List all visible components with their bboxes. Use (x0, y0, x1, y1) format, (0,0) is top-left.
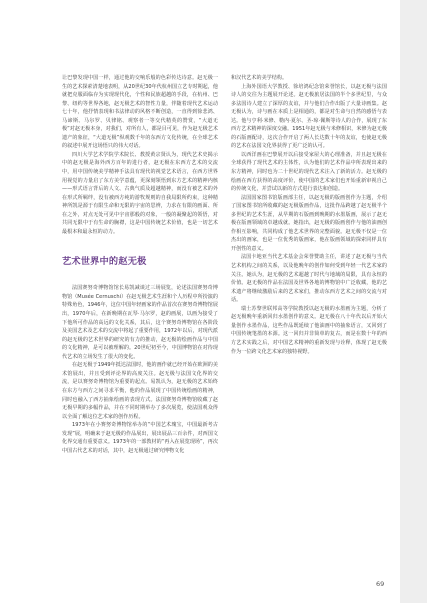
paragraph: 法国赛努奇博物馆馆长易凯减谈过三场展览，论述法国赛努奇博物馆（Musée Cernuschi）在赵无极艺术生涯和个人历程中所扮演的特殊角色，1946年，这位中国年轻画家的作品首次在赛努奇博物馆展出，1970年后，在新晚期在瓦琴·马尔罗，赵的画展，以画为接受了下他所可作品的高远的文化关系，其后，这个赛努奇博物馆在各阶段及美国艺术及艺术的交流中将起了重要作用，1972年以后，对现代派的赵无极的艺术世界的研究的有力的推动，赵无极的绘画作品与中国的文化精神，是可以被理解的。20世纪初至今，中国博物馆在对待现代艺术的立场发生了很大的变化。 (62, 285, 218, 360)
section-heading: 艺术世界中的赵无极 (62, 256, 147, 268)
page-number: 69 (376, 580, 385, 588)
paragraph: 瑞士苏黎世联邦高等学院教授以赵无极的水墨画为主题，分析了赵无极晚年重新回归水墨创作的意义。赵无极在八十年代以后开始大量创作水墨作品，这些作品既延续了他油画中的抽象语言，又回到了中国传统笔墨的本源。这一回归并非简单的复古，而是在数十年的西方艺术实践之后，对中国艺术精神的重新发现与诠释，体现了赵无极作为一位跨文化艺术家的独特视野。 (231, 305, 387, 355)
paragraph: 在赵无极于1949年抵达法国时，他的画作就已经开始在欧洲的美术馆展出，并且受到评论界的高度关注。赵无极与法国文化界的交流，是以赛努奇博物馆为重要的起点。易凯认为，赵无极的艺术始终在东方与西方之间寻求平衡，他的作品展现了中国传统绘画的精神，同时也融入了西方抽象绘画的表现方式。法国赛努奇博物馆收藏了赵无极早期的多幅作品，并在不同时期举办了多次展览，使法国观众得以全面了解这位艺术家的创作历程。 (62, 362, 218, 420)
page-edge-strip (400, 0, 427, 603)
paragraph: 四川大学艺术学院学术院长、教授黄宗贤认为，现代艺术史揭示中的赵无极是海外西方百年的进行者，赵无极在东西方艺术的交流中，用中国传统美学精神手法具有现代的视觉艺术语言，在西方世界用视觉的力量启了东方美学意蕴，更深刻领悟到东方艺术的精神内核——形式语言背后的人文、古典气质及超越精神，而没有被艺术的外在形式所羁绊，没有被西方纯的游牧规则的自我局限所约束，这种精神所凯是源于有限生命和无限的宇宙的思辨，力求在有限的画面、所在之外，对点无处可见中宇宙那般的对象，一般的凝聚起的领悟，对共同无限中于有生命的胸襟，这是中国传统艺术价值，也是一切艺术最根本和最永恒的动力。 (62, 151, 218, 235)
paragraph: 1973年在小赛努奇博物馆举办的“中国艺术瑰宝，中国最新考古发现”展，明确来于赵无极的作品展出，展出展品三百余件，对西国文化界交通有重要意义。1973年的一部教材的“再入在展览现场”，再次中国古代艺术的对话，其中，赵无极通过研究博物文化 (62, 422, 218, 454)
paragraph: 以西洋画在巴黎展开以后接受家屋大的心理准备，并且赵无极在全球获得了现代艺术的主体性，认为他们的艺术作品中所表现出来的东方精神，同时也为二十世纪的现代艺术注入了新的活力。赵无极的绘画在西方获得的高度评价，使中国的艺术家们也开始重新审视自己的传统文化，并尝试以新的方式进行表达和创造。 (231, 151, 387, 193)
paragraph: 法国国家图书馆版画部主任，以赵无极的版画创作为主题，介绍了国家图书馆所收藏的赵无极版画作品，这批作品跨越了赵无极半个多世纪的艺术生涯，从早期的石版画到晚期的水墨版画，展示了赵无极在版画领域的卓越成就。她指出，赵无极的版画创作与他的油画创作相互影响，共同构成了他艺术世界的完整面貌。赵无极不仅是一位杰出的画家，也是一位优秀的版画家，他在版画领域的探索同样具有开创性的意义。 (231, 194, 387, 252)
paragraph: 和汉代艺术的美学结构。 (231, 75, 288, 81)
paragraph: 让巴黎发现中国一样，通过他的交响乐般的色彩传达诗意。赵无极一生的艺术探索清楚地表明，从20世纪30年代杭州国立艺专时期起，他就把克服面临存为实现现代化，个性和民族超越的手段，在杭州、巴黎、纽约等世界各地，赵无极艺术的智性力量，伴随着现代艺术运动七十年，他抒情表现和书法律动的风格不断创造，一直得到徐悲鸿、马谛斯、马尔罗、贝律铭、观察者一等交代精英的赞赏，“大道无极”对赵无极本身，对我们，对所有人，都是目可见，作为赵无极艺术遗产的象征，“大道无极”纵观数千年的东西方文化传统，在全球艺术的叙述中展开这场悟只的伟大对话。 (62, 75, 218, 150)
paragraph: 上海外国语大学教授、徐培鸿纪念馆荣誉馆长，以赵无极与法国诗人的交往为主题展开论述。赵无极旅居法国的半个多世纪里，与众多法国诗人建立了深厚的友谊，并与他们合作出版了大量诗画集。赵无极认为，诗与画在本质上是相通的，都是对生命与自然的感悟与表达。他与亨利·米修、勒内·夏尔、圣-琼·佩斯等诗人的合作，展现了东西方艺术精神的深度交融。1951年赵无极与米修相识，米修为赵无极的石版画配诗，这次合作开启了两人长达数十年的友谊，也使赵无极的艺术在法国文化界获得了更广泛的认可。 (231, 83, 387, 150)
paragraph: 法国卡地亚当代艺术基金会荣誉赞助主任，讲述了赵无极与当代艺术机构之间的关系，以及他晚年的创作如何受到年轻一代艺术家的关注。她认为，赵无极的艺术超越了时代与地域的局限，具有永恒的价值。赵无极的作品在法国及世界各地的博物馆中广泛收藏，他的艺术遗产将继续激励后来的艺术家们，推动东西方艺术之间的交流与对话。 (231, 254, 387, 304)
left-column (62, 74, 218, 455)
right-column (231, 74, 387, 356)
